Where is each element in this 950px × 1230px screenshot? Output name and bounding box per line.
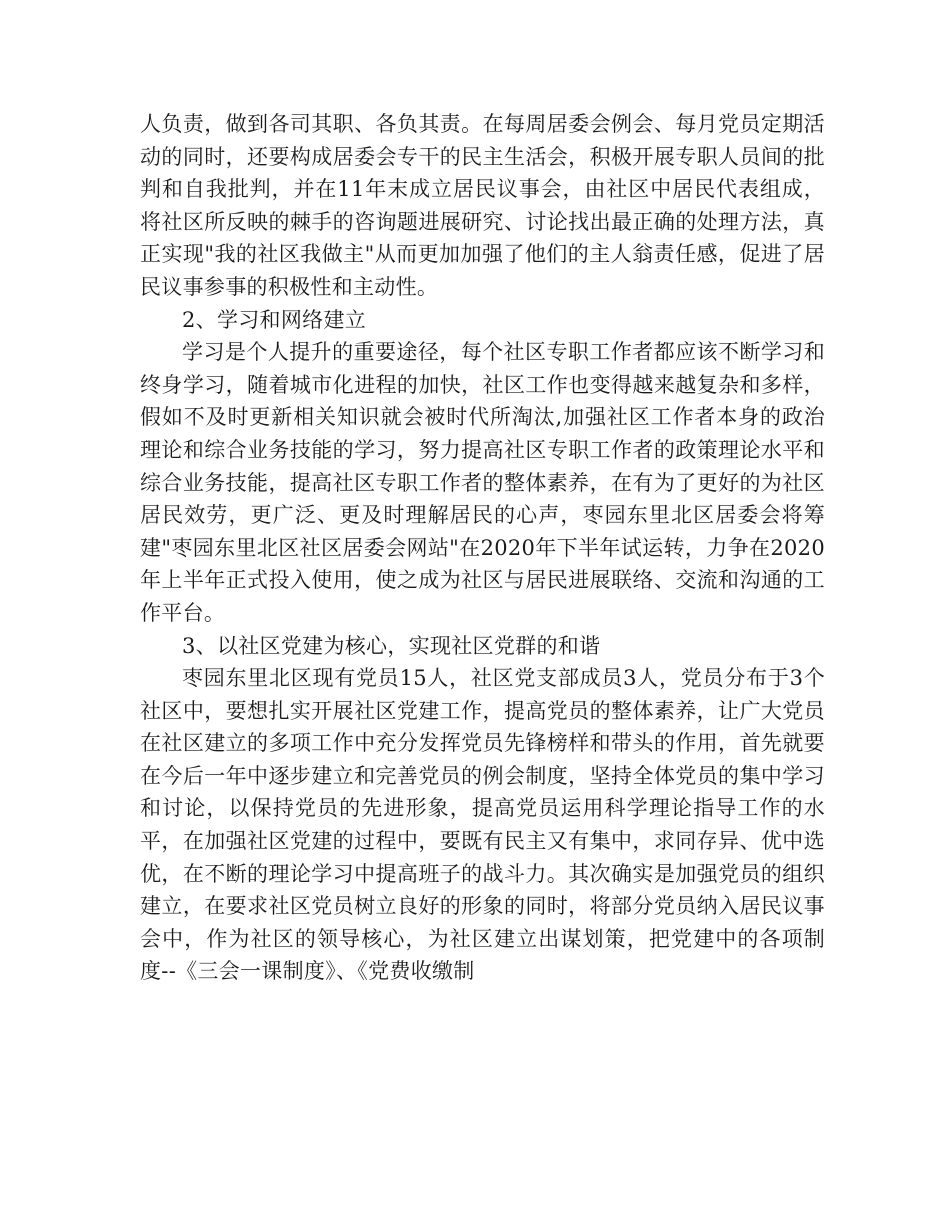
- paragraph-learning: 学习是个人提升的重要途径，每个社区专职工作者都应该不断学习和终身学习，随着城市化进程的加快，社区工作也变得越来越复杂和多样，假如不及时更新相关知识就会被时代所淘汰,加强社区工作者本身的政治理论和综合业务技能的学习，努力提高社区专职工作者的政策理论水平和综合业务技能，提高社区专职工作者的整体素养，在有为了更好的为社区居民效劳，更广泛、更及时理解居民的心声，枣园东里北区居委会将筹建"枣园东里北区社区居委会网站"在2020年下半年试运转，力争在2020年上半年正式投入使用，使之成为社区与居民进展联络、交流和沟通的工作平台。: [140, 340, 825, 625]
- section-heading-party-building: 3、以社区党建为核心，实现社区党群的和谐: [182, 633, 601, 658]
- paragraph-continuation: 人负责，做到各司其职、各负其责。在每周居委会例会、每月党员定期活动的同时，还要构成居委会专干的民主生活会，积极开展专职人员间的批判和自我批判，并在11年末成立居民议事会，由社区中居民代表组成，将社区所反映的棘手的咨询题进展研究、讨论找出最正确的处理方法，真正实现"我的社区我做主"从而更加加强了他们的主人翁责任感，促进了居民议事参事的积极性和主动性。: [140, 112, 825, 299]
- document-body: [140, 108, 825, 988]
- section-heading-learning-network: 2、学习和网络建立: [182, 307, 367, 332]
- paragraph-party-building: 枣园东里北区现有党员15人，社区党支部成员3人，党员分布于3个社区中，要想扎实开展社区党建工作，提高党员的整体素养，让广大党员在社区建立的多项工作中充分发挥党员先锋榜样和带头的作用，首先就要在今后一年中逐步建立和完善党员的例会制度，坚持全体党员的集中学习和讨论，以保持党员的先进形象，提高党员运用科学理论指导工作的水平，在加强社区党建的过程中，要既有民主又有集中，求同存异、优中选优，在不断的理论学习中提高班子的战斗力。其次确实是加强党员的组织建立，在要求社区党员树立良好的形象的同时，将部分党员纳入居民议事会中，作为社区的领导核心，为社区建立出谋划策，把党建中的各项制度--《三会一课制度》、《党费收缴制: [140, 666, 825, 984]
